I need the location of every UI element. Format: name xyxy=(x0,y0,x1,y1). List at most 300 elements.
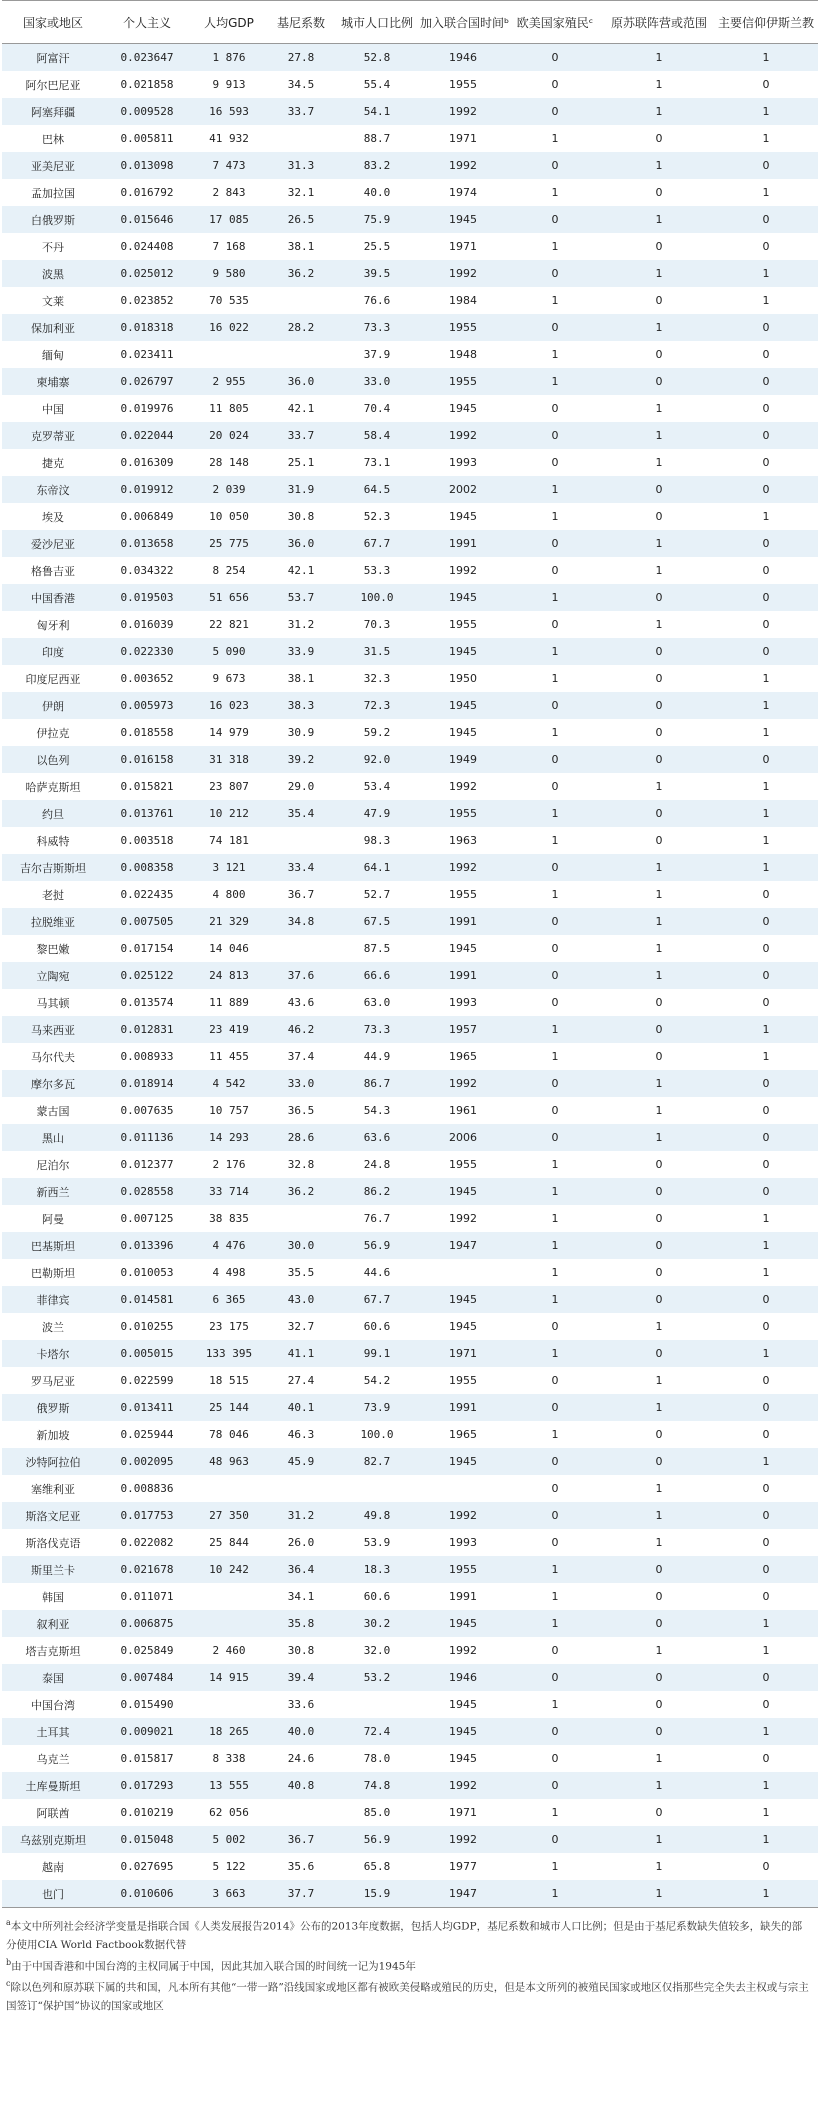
table-cell: 2 176 xyxy=(190,1151,268,1178)
table-cell: 4 800 xyxy=(190,881,268,908)
table-row xyxy=(2,935,818,962)
table-cell: 54.1 xyxy=(334,98,420,125)
table-cell: 0.005973 xyxy=(104,692,190,719)
column-header: 欧美国家殖民ᶜ xyxy=(506,1,604,44)
table-cell: 1 xyxy=(604,773,714,800)
table-cell: 0.009021 xyxy=(104,1718,190,1745)
table-cell: 35.5 xyxy=(268,1259,334,1286)
table-cell: 1 xyxy=(714,1232,818,1259)
table-cell: 14 046 xyxy=(190,935,268,962)
table-cell: 31.9 xyxy=(268,476,334,503)
table-cell: 0.012377 xyxy=(104,1151,190,1178)
table-cell: 0 xyxy=(714,1178,818,1205)
table-cell: 6 365 xyxy=(190,1286,268,1313)
table-cell: 43.6 xyxy=(268,989,334,1016)
table-cell: 30.9 xyxy=(268,719,334,746)
table-cell: 1 xyxy=(506,1205,604,1232)
table-cell: 1 xyxy=(604,611,714,638)
table-cell: 0 xyxy=(604,692,714,719)
table-cell: 0.027695 xyxy=(104,1853,190,1880)
country-cell: 伊拉克 xyxy=(2,719,104,746)
table-cell: 1 xyxy=(714,1610,818,1637)
table-row xyxy=(2,179,818,206)
table-cell: 0 xyxy=(506,854,604,881)
table-row xyxy=(2,1232,818,1259)
table-cell: 1945 xyxy=(420,1313,506,1340)
table-cell: 1945 xyxy=(420,1691,506,1718)
table-cell: 0 xyxy=(506,395,604,422)
table-cell: 1 xyxy=(714,773,818,800)
table-cell: 0 xyxy=(714,71,818,98)
table-cell: 1 xyxy=(604,1070,714,1097)
table-cell: 0 xyxy=(714,908,818,935)
country-cell: 中国香港 xyxy=(2,584,104,611)
table-cell: 0.019503 xyxy=(104,584,190,611)
table-cell: 0 xyxy=(604,1448,714,1475)
table-cell: 1 xyxy=(714,854,818,881)
table-cell: 1 xyxy=(714,503,818,530)
table-cell: 0 xyxy=(604,1232,714,1259)
table-cell: 1 xyxy=(506,1421,604,1448)
table-cell: 0 xyxy=(714,1529,818,1556)
table-cell: 0 xyxy=(714,368,818,395)
table-cell: 0 xyxy=(604,746,714,773)
table-cell: 1 xyxy=(506,368,604,395)
country-cell: 蒙古国 xyxy=(2,1097,104,1124)
table-cell: 1993 xyxy=(420,449,506,476)
country-cell: 斯洛文尼亚 xyxy=(2,1502,104,1529)
table-row xyxy=(2,314,818,341)
table-cell: 62 056 xyxy=(190,1799,268,1826)
country-cell: 也门 xyxy=(2,1880,104,1908)
table-cell: 0 xyxy=(506,1448,604,1475)
table-cell: 28.6 xyxy=(268,1124,334,1151)
table-cell: 28.2 xyxy=(268,314,334,341)
table-row xyxy=(2,1124,818,1151)
table-row xyxy=(2,1475,818,1502)
table-cell: 0.008933 xyxy=(104,1043,190,1070)
table-cell: 1945 xyxy=(420,584,506,611)
table-cell: 0.017753 xyxy=(104,1502,190,1529)
country-cell: 泰国 xyxy=(2,1664,104,1691)
table-cell: 0.019912 xyxy=(104,476,190,503)
country-cell: 格鲁吉亚 xyxy=(2,557,104,584)
table-cell: 1955 xyxy=(420,1367,506,1394)
table-cell: 53.4 xyxy=(334,773,420,800)
country-cell: 阿曼 xyxy=(2,1205,104,1232)
table-cell: 1965 xyxy=(420,1043,506,1070)
country-cell: 斯里兰卡 xyxy=(2,1556,104,1583)
table-cell: 1992 xyxy=(420,1070,506,1097)
table-cell: 0 xyxy=(506,449,604,476)
table-cell xyxy=(334,1475,420,1502)
country-cell: 白俄罗斯 xyxy=(2,206,104,233)
table-cell: 1945 xyxy=(420,1286,506,1313)
country-cell: 乌兹别克斯坦 xyxy=(2,1826,104,1853)
table-cell: 1992 xyxy=(420,1205,506,1232)
table-cell: 0.017293 xyxy=(104,1772,190,1799)
table-cell: 0 xyxy=(506,989,604,1016)
table-cell: 1961 xyxy=(420,1097,506,1124)
table-cell: 1971 xyxy=(420,233,506,260)
table-cell: 0 xyxy=(714,530,818,557)
table-cell: 1945 xyxy=(420,935,506,962)
table-cell: 0 xyxy=(604,1799,714,1826)
table-cell: 18.3 xyxy=(334,1556,420,1583)
table-cell: 0.016792 xyxy=(104,179,190,206)
table-cell: 67.7 xyxy=(334,1286,420,1313)
table-cell: 1 xyxy=(506,1016,604,1043)
table-row xyxy=(2,1745,818,1772)
table-cell: 0 xyxy=(714,395,818,422)
table-cell: 8 338 xyxy=(190,1745,268,1772)
country-cell: 沙特阿拉伯 xyxy=(2,1448,104,1475)
country-cell: 马尔代夫 xyxy=(2,1043,104,1070)
table-cell: 9 580 xyxy=(190,260,268,287)
country-cell: 乌克兰 xyxy=(2,1745,104,1772)
table-cell: 40.1 xyxy=(268,1394,334,1421)
table-cell: 1971 xyxy=(420,1340,506,1367)
table-cell: 0 xyxy=(604,1664,714,1691)
table-cell: 40.0 xyxy=(334,179,420,206)
table-cell: 0.021678 xyxy=(104,1556,190,1583)
table-row xyxy=(2,449,818,476)
table-cell: 53.7 xyxy=(268,584,334,611)
table-cell: 0 xyxy=(604,719,714,746)
table-cell: 0 xyxy=(506,1745,604,1772)
table-cell: 1949 xyxy=(420,746,506,773)
table-cell: 43.0 xyxy=(268,1286,334,1313)
table-cell: 1 xyxy=(604,1637,714,1664)
table-cell: 0 xyxy=(506,1124,604,1151)
table-cell: 35.8 xyxy=(268,1610,334,1637)
table-cell: 1 xyxy=(714,287,818,314)
table-cell: 0 xyxy=(506,530,604,557)
country-cell: 埃及 xyxy=(2,503,104,530)
table-row xyxy=(2,476,818,503)
table-cell: 82.7 xyxy=(334,1448,420,1475)
table-cell: 1 xyxy=(714,719,818,746)
table-cell: 1 xyxy=(506,125,604,152)
table-row xyxy=(2,1529,818,1556)
table-cell: 1 xyxy=(506,341,604,368)
table-row xyxy=(2,368,818,395)
table-cell: 0 xyxy=(714,1583,818,1610)
country-cell: 缅甸 xyxy=(2,341,104,368)
table-cell: 0.018914 xyxy=(104,1070,190,1097)
table-row xyxy=(2,908,818,935)
table-cell: 1955 xyxy=(420,314,506,341)
table-cell: 0 xyxy=(604,125,714,152)
table-cell: 0.016158 xyxy=(104,746,190,773)
table-cell: 1 xyxy=(604,1772,714,1799)
country-cell: 塞维利亚 xyxy=(2,1475,104,1502)
table-cell: 22 821 xyxy=(190,611,268,638)
table-cell: 1 xyxy=(604,395,714,422)
table-cell: 1992 xyxy=(420,152,506,179)
country-cell: 拉脱维亚 xyxy=(2,908,104,935)
table-cell: 51 656 xyxy=(190,584,268,611)
table-cell: 0 xyxy=(714,962,818,989)
table-cell: 0 xyxy=(714,152,818,179)
table-cell: 0 xyxy=(506,44,604,72)
table-cell: 1 xyxy=(604,1313,714,1340)
table-cell: 0 xyxy=(506,1718,604,1745)
table-cell: 0 xyxy=(604,503,714,530)
table-cell: 72.3 xyxy=(334,692,420,719)
table-cell: 0 xyxy=(714,1691,818,1718)
table-cell: 1 xyxy=(506,1043,604,1070)
table-cell: 7 473 xyxy=(190,152,268,179)
table-cell: 1946 xyxy=(420,44,506,72)
country-cell: 老挝 xyxy=(2,881,104,908)
table-cell: 0.010053 xyxy=(104,1259,190,1286)
table-row xyxy=(2,1394,818,1421)
table-cell: 1945 xyxy=(420,503,506,530)
table-cell: 1992 xyxy=(420,260,506,287)
table-cell: 10 050 xyxy=(190,503,268,530)
table-cell: 99.1 xyxy=(334,1340,420,1367)
table-cell: 2 955 xyxy=(190,368,268,395)
table-cell: 20 024 xyxy=(190,422,268,449)
table-cell: 36.5 xyxy=(268,1097,334,1124)
table-cell: 0 xyxy=(506,1097,604,1124)
table-row xyxy=(2,1178,818,1205)
table-cell: 1955 xyxy=(420,368,506,395)
country-cell: 捷克 xyxy=(2,449,104,476)
table-row xyxy=(2,1313,818,1340)
column-header: 城市人口比例 xyxy=(334,1,420,44)
table-row xyxy=(2,1205,818,1232)
table-cell: 0 xyxy=(604,1421,714,1448)
table-cell: 1991 xyxy=(420,530,506,557)
table-cell: 54.2 xyxy=(334,1367,420,1394)
table-cell: 0 xyxy=(714,1853,818,1880)
table-cell: 0 xyxy=(506,152,604,179)
table-cell: 67.7 xyxy=(334,530,420,557)
table-cell: 1965 xyxy=(420,1421,506,1448)
table-cell: 1 xyxy=(604,881,714,908)
country-cell: 卡塔尔 xyxy=(2,1340,104,1367)
table-cell: 1 xyxy=(714,179,818,206)
table-cell: 1 xyxy=(604,1502,714,1529)
table-cell: 76.7 xyxy=(334,1205,420,1232)
table-cell: 1 xyxy=(604,422,714,449)
table-cell: 33.7 xyxy=(268,422,334,449)
table-cell: 4 542 xyxy=(190,1070,268,1097)
table-cell: 1992 xyxy=(420,1502,506,1529)
table-cell: 1 876 xyxy=(190,44,268,72)
table-row xyxy=(2,1637,818,1664)
table-cell: 31.2 xyxy=(268,1502,334,1529)
table-cell: 0 xyxy=(604,1178,714,1205)
table-cell: 60.6 xyxy=(334,1583,420,1610)
table-cell: 1992 xyxy=(420,1826,506,1853)
country-cell: 哈萨克斯坦 xyxy=(2,773,104,800)
table-row xyxy=(2,1772,818,1799)
table-row xyxy=(2,557,818,584)
table-cell: 0 xyxy=(714,935,818,962)
table-cell: 0 xyxy=(506,206,604,233)
table-cell: 1 xyxy=(604,854,714,881)
table-row xyxy=(2,503,818,530)
table-cell: 16 593 xyxy=(190,98,268,125)
table-cell: 0.005015 xyxy=(104,1340,190,1367)
country-cell: 柬埔寨 xyxy=(2,368,104,395)
table-cell: 0 xyxy=(506,1529,604,1556)
table-row xyxy=(2,1016,818,1043)
table-cell: 28 148 xyxy=(190,449,268,476)
table-cell: 0 xyxy=(714,314,818,341)
table-cell: 58.4 xyxy=(334,422,420,449)
table-cell: 0 xyxy=(506,1313,604,1340)
table-cell: 48 963 xyxy=(190,1448,268,1475)
table-cell: 1974 xyxy=(420,179,506,206)
table-cell: 0.008358 xyxy=(104,854,190,881)
table-cell: 0.014581 xyxy=(104,1286,190,1313)
table-cell: 18 515 xyxy=(190,1367,268,1394)
table-cell: 24.8 xyxy=(334,1151,420,1178)
table-cell: 67.5 xyxy=(334,908,420,935)
table-row xyxy=(2,422,818,449)
table-row xyxy=(2,773,818,800)
table-cell xyxy=(420,1259,506,1286)
table-cell xyxy=(420,1475,506,1502)
table-cell: 0 xyxy=(714,1394,818,1421)
table-cell: 78.0 xyxy=(334,1745,420,1772)
table-cell: 0 xyxy=(604,800,714,827)
table-cell: 0 xyxy=(604,665,714,692)
table-cell: 1992 xyxy=(420,98,506,125)
table-cell: 1 xyxy=(604,206,714,233)
country-cell: 亚美尼亚 xyxy=(2,152,104,179)
table-cell: 1 xyxy=(506,1691,604,1718)
table-cell: 74.8 xyxy=(334,1772,420,1799)
table-cell: 1 xyxy=(506,1583,604,1610)
column-header: 个人主义 xyxy=(104,1,190,44)
country-cell: 印度 xyxy=(2,638,104,665)
table-cell: 23 175 xyxy=(190,1313,268,1340)
footnote-text: 本文中所列社会经济学变量是指联合国《人类发展报告2014》公布的2013年度数据，包括人均GDP，基尼系数和城市人口比例；但是由于基尼系数缺失值较多，缺失的部分使用CIA World Factbook数据代替 xyxy=(6,1920,803,1951)
table-cell xyxy=(268,935,334,962)
table-cell: 1 xyxy=(714,1637,818,1664)
table-cell: 1 xyxy=(604,1475,714,1502)
table-cell: 0 xyxy=(604,1259,714,1286)
table-cell: 0 xyxy=(604,1610,714,1637)
table-cell: 66.6 xyxy=(334,962,420,989)
table-cell: 1 xyxy=(506,665,604,692)
table-cell: 0.010606 xyxy=(104,1880,190,1908)
table-cell: 52.7 xyxy=(334,881,420,908)
table-cell: 1 xyxy=(714,1205,818,1232)
table-cell: 32.8 xyxy=(268,1151,334,1178)
table-cell: 0.028558 xyxy=(104,1178,190,1205)
table-cell: 1 xyxy=(506,1259,604,1286)
table-cell: 0.013098 xyxy=(104,152,190,179)
table-cell: 83.2 xyxy=(334,152,420,179)
table-cell: 1 xyxy=(604,1853,714,1880)
table-cell: 0 xyxy=(506,1394,604,1421)
table-cell: 1947 xyxy=(420,1232,506,1259)
table-cell: 9 913 xyxy=(190,71,268,98)
table-cell: 0 xyxy=(714,1367,818,1394)
table-cell: 0 xyxy=(604,368,714,395)
table-cell: 1948 xyxy=(420,341,506,368)
table-cell: 1 xyxy=(506,800,604,827)
table-cell: 0.005811 xyxy=(104,125,190,152)
table-cell: 0 xyxy=(714,206,818,233)
table-cell: 0 xyxy=(714,341,818,368)
country-cell: 菲律宾 xyxy=(2,1286,104,1313)
table-row xyxy=(2,1799,818,1826)
table-cell: 9 673 xyxy=(190,665,268,692)
table-cell: 1993 xyxy=(420,1529,506,1556)
table-cell: 56.9 xyxy=(334,1232,420,1259)
table-cell: 5 122 xyxy=(190,1853,268,1880)
country-cell: 文莱 xyxy=(2,287,104,314)
table-cell: 23 419 xyxy=(190,1016,268,1043)
table-cell: 1 xyxy=(604,1394,714,1421)
table-cell: 1984 xyxy=(420,287,506,314)
table-row xyxy=(2,962,818,989)
table-cell: 1 xyxy=(714,1799,818,1826)
table-cell: 34.1 xyxy=(268,1583,334,1610)
table-cell: 34.8 xyxy=(268,908,334,935)
table-cell: 1992 xyxy=(420,1637,506,1664)
table-cell: 0 xyxy=(714,1745,818,1772)
table-cell: 73.3 xyxy=(334,314,420,341)
country-cell: 巴林 xyxy=(2,125,104,152)
country-cell: 孟加拉国 xyxy=(2,179,104,206)
table-cell: 25 144 xyxy=(190,1394,268,1421)
table-cell: 52.3 xyxy=(334,503,420,530)
table-cell: 1 xyxy=(506,827,604,854)
table-cell: 0.006875 xyxy=(104,1610,190,1637)
table-cell: 88.7 xyxy=(334,125,420,152)
table-row xyxy=(2,827,818,854)
table-cell: 0 xyxy=(714,1151,818,1178)
table-cell: 0 xyxy=(714,611,818,638)
country-cell: 黎巴嫩 xyxy=(2,935,104,962)
table-cell: 0.006849 xyxy=(104,503,190,530)
table-cell: 1 xyxy=(604,449,714,476)
table-cell: 0 xyxy=(506,260,604,287)
table-cell: 0 xyxy=(506,71,604,98)
footnote-text: 由于中国香港和中国台湾的主权同属于中国，因此其加入联合国的时间统一记为1945年 xyxy=(11,1960,416,1972)
country-cell: 巴勒斯坦 xyxy=(2,1259,104,1286)
table-row xyxy=(2,260,818,287)
table-cell: 17 085 xyxy=(190,206,268,233)
table-cell: 0.023852 xyxy=(104,287,190,314)
table-cell: 92.0 xyxy=(334,746,420,773)
table-row xyxy=(2,1556,818,1583)
table-cell: 33 714 xyxy=(190,1178,268,1205)
table-cell: 1955 xyxy=(420,1556,506,1583)
table-cell: 30.8 xyxy=(268,503,334,530)
table-cell xyxy=(268,341,334,368)
table-cell: 0.022599 xyxy=(104,1367,190,1394)
table-cell: 0 xyxy=(506,692,604,719)
table-cell: 10 212 xyxy=(190,800,268,827)
table-cell: 0 xyxy=(714,1502,818,1529)
footnotes xyxy=(6,1914,811,2015)
table-row xyxy=(2,1880,818,1908)
table-cell: 0.003652 xyxy=(104,665,190,692)
table-cell: 1 xyxy=(604,1124,714,1151)
table-cell: 1 xyxy=(714,800,818,827)
table-cell: 1 xyxy=(714,1448,818,1475)
table-cell: 0 xyxy=(604,989,714,1016)
